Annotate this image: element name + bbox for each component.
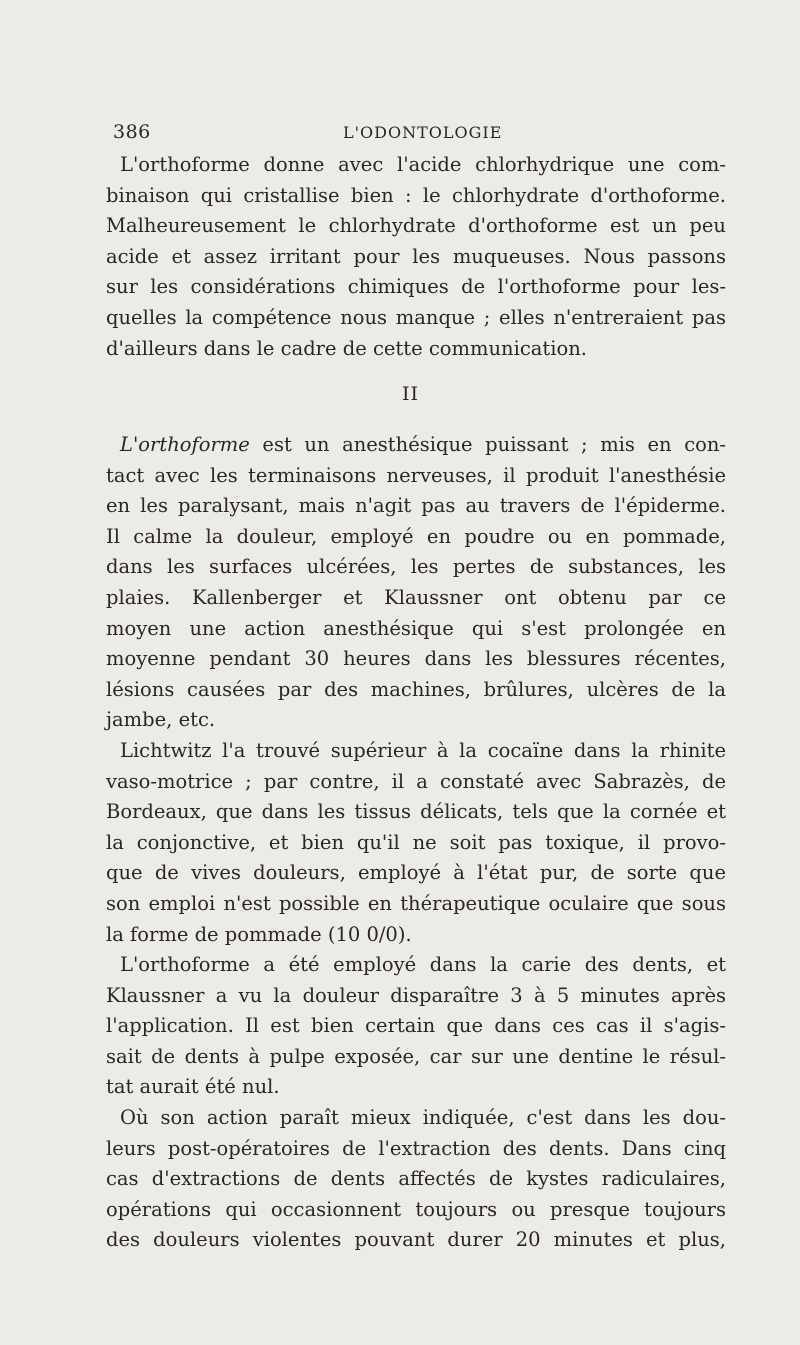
text-line: L'orthoforme donne avec l'acide chlorhydrique une com- (120, 153, 726, 176)
text-line: Il calme la douleur, employé en poudre ou en pommade, (106, 524, 726, 548)
text-line: dans les surfaces ulcérées, les pertes de substances, les (106, 555, 726, 579)
text-line: acide et assez irritant pour les muqueuses. Nous passons (106, 244, 726, 268)
text-line: Bordeaux, que dans les tissus délicats, tels que la cornée et (106, 800, 726, 824)
text-line: Où son action paraît mieux indiquée, c'est dans les dou- (120, 1106, 726, 1130)
text-line: quelles la compétence nous manque ; elles n'entreraient pas (106, 305, 726, 329)
text-line: d'ailleurs dans le cadre de cette communication. (106, 336, 587, 360)
text-line: leurs post-opératoires de l'extraction des dents. Dans cinq (106, 1136, 726, 1160)
text-line: Lichtwitz l'a trouvé supérieur à la cocaïne dans la rhinite (120, 738, 726, 762)
text-line: tat aurait été nul. (106, 1075, 280, 1099)
text-line: sur les considérations chimiques de l'orthoforme pour les- (106, 275, 726, 299)
text-line: l'application. Il est bien certain que dans ces cas il s'agis- (106, 1014, 726, 1038)
text-run: est un anesthésique puissant ; mis en con- (249, 433, 726, 456)
text-line: que de vives douleurs, employé à l'état pur, de sorte que (106, 861, 726, 885)
text-line: plaies. Kallenberger et Klaussner ont obtenu par ce (106, 585, 726, 609)
text-line: la conjonctive, et bien qu'il ne soit pas toxique, il provo- (106, 830, 726, 854)
text-line: tact avec les terminaisons nerveuses, il produit l'anesthésie (106, 463, 726, 487)
text-line: jambe, etc. (106, 708, 216, 732)
section-one (106, 150, 726, 364)
text-line: Malheureusement le chlorhydrate d'orthoforme est un peu (106, 214, 726, 238)
text-line: opérations qui occasionnent toujours ou presque toujours (106, 1197, 726, 1221)
page-header (113, 121, 723, 151)
section-heading: II (402, 383, 420, 405)
text-line: en les paralysant, mais n'agit pas au travers de l'épiderme. (106, 494, 726, 518)
text-line: sait de dents à pulpe exposée, car sur une dentine le résul- (106, 1044, 726, 1068)
text-line: son emploi n'est possible en thérapeutique oculaire que sous (106, 891, 726, 915)
text-line: binaison qui cristallise bien : le chlorhydrate d'orthoforme. (106, 183, 726, 207)
text-line: moyenne pendant 30 heures dans les blessures récentes, (106, 647, 726, 671)
text-line: moyen une action anesthésique qui s'est prolongée en (106, 616, 726, 640)
text-line: lésions causées par des machines, brûlures, ulcères de la (106, 677, 726, 701)
text-line: des douleurs violentes pouvant durer 20 minutes et plus, (106, 1228, 726, 1252)
section-two (106, 430, 726, 1256)
running-title: L'ODONTOLOGIE (343, 123, 503, 142)
text-line (106, 430, 726, 461)
text-line: cas d'extractions de dents affectés de kystes radiculaires, (106, 1167, 726, 1191)
text-line: L'orthoforme a été employé dans la carie des dents, et (120, 953, 726, 977)
italic-term: L'orthoforme (120, 433, 250, 456)
page-number: 386 (113, 121, 151, 143)
text-line: la forme de pommade (10 0/0). (106, 922, 412, 946)
text-line: Klaussner a vu la douleur disparaître 3 à 5 minutes après (106, 983, 726, 1007)
text-line: vaso-motrice ; par contre, il a constaté avec Sabrazès, de (106, 769, 726, 793)
